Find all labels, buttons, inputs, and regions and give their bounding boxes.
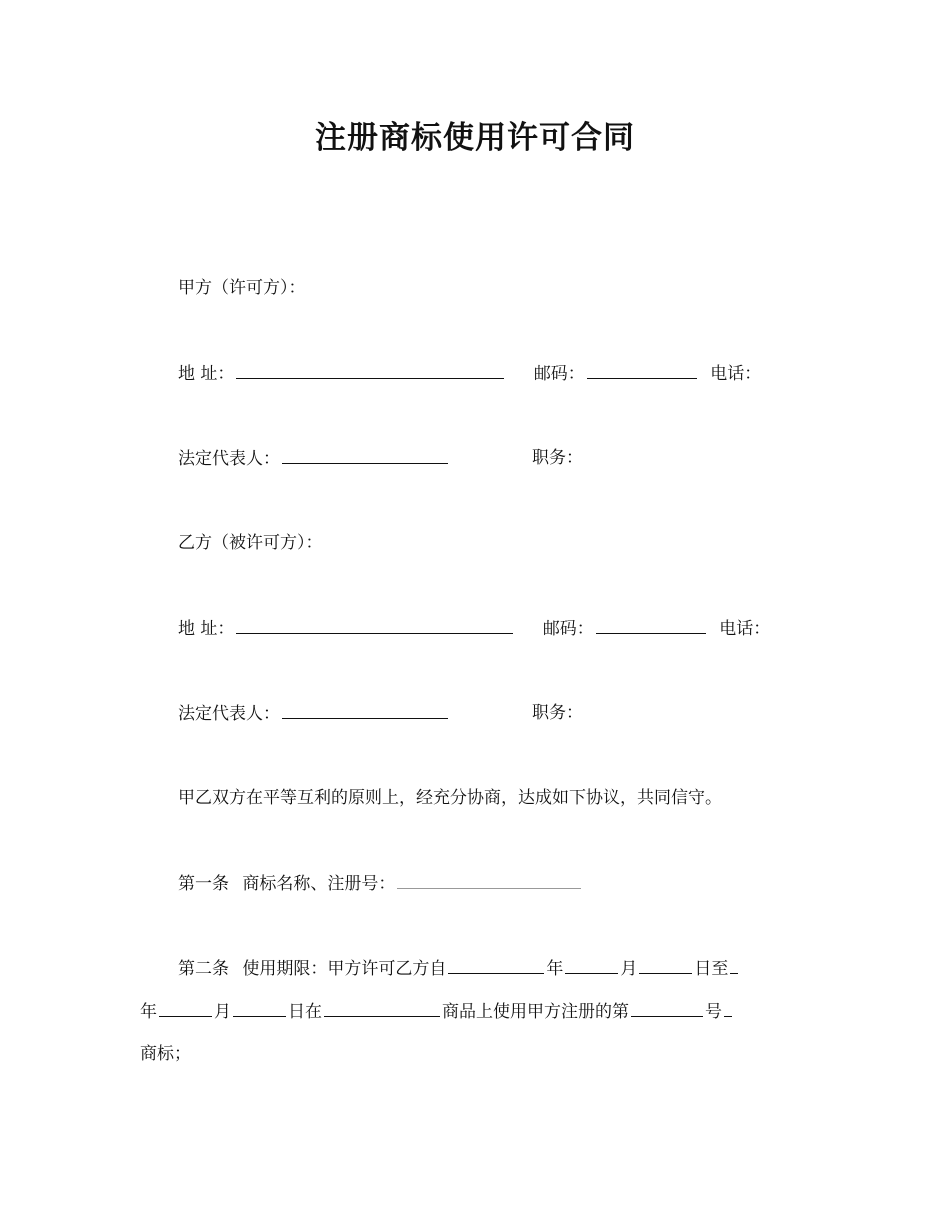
article-2-text: 使用期限：甲方许可乙方自 xyxy=(242,959,447,979)
rep-label: 法定代表人： xyxy=(178,704,280,724)
trademark-reg-blank[interactable] xyxy=(397,871,581,889)
day-to-label: 日至 xyxy=(694,959,729,979)
article-1-text: 商标名称、注册号： xyxy=(242,874,396,894)
rep-blank[interactable] xyxy=(282,701,448,719)
address-blank[interactable] xyxy=(236,616,513,634)
postcode-blank[interactable] xyxy=(587,361,697,379)
article-2-line-1 xyxy=(178,956,740,981)
goods-blank[interactable] xyxy=(324,999,440,1017)
postcode-label: 邮码： xyxy=(533,364,585,384)
article-2-line-2 xyxy=(140,999,734,1024)
address-label: 地 址： xyxy=(178,364,235,384)
start-year-blank[interactable] xyxy=(448,956,544,974)
address-label: 地 址： xyxy=(178,619,235,639)
party-b-heading: 乙方（被许可方）： xyxy=(178,533,323,553)
day-at-label: 日在 xyxy=(288,1002,322,1022)
rep-label: 法定代表人： xyxy=(178,449,280,469)
end-year-blank-a[interactable] xyxy=(730,956,738,974)
party-a-address-row xyxy=(178,361,761,386)
year-label: 年 xyxy=(546,959,564,979)
party-a-heading: 甲方（许可方）： xyxy=(178,278,306,298)
phone-label: 电话： xyxy=(719,619,771,639)
party-b-address-row xyxy=(178,616,770,641)
rep-blank[interactable] xyxy=(282,446,448,464)
party-a-rep-row xyxy=(178,446,450,471)
article-2-line-3: 商标； xyxy=(140,1044,191,1064)
start-day-blank[interactable] xyxy=(639,956,692,974)
article-1 xyxy=(178,871,583,896)
party-a-position: 职务： xyxy=(532,448,583,468)
end-month-blank[interactable] xyxy=(159,999,212,1017)
party-b-position: 职务： xyxy=(532,703,583,723)
month-label: 月 xyxy=(620,959,638,979)
address-blank[interactable] xyxy=(236,361,504,379)
reg-number-blank[interactable] xyxy=(631,999,703,1017)
trailing-blank[interactable] xyxy=(724,999,732,1017)
phone-label: 电话： xyxy=(710,364,762,384)
article-1-label: 第一条 xyxy=(178,874,229,894)
end-day-blank[interactable] xyxy=(233,999,286,1017)
party-b-rep-row xyxy=(178,701,450,726)
postcode-blank[interactable] xyxy=(596,616,706,634)
intro-paragraph: 甲乙双方在平等互利的原则上，经充分协商，达成如下协议，共同信守。 xyxy=(178,788,722,808)
article-2-label: 第二条 xyxy=(178,959,229,979)
number-label: 号 xyxy=(705,1002,722,1022)
goods-text: 商品上使用甲方注册的第 xyxy=(442,1002,629,1022)
start-month-blank[interactable] xyxy=(565,956,618,974)
month-label: 月 xyxy=(214,1002,231,1022)
year-label: 年 xyxy=(140,1002,157,1022)
postcode-label: 邮码： xyxy=(542,619,594,639)
page-title: 注册商标使用许可合同 xyxy=(315,120,635,156)
